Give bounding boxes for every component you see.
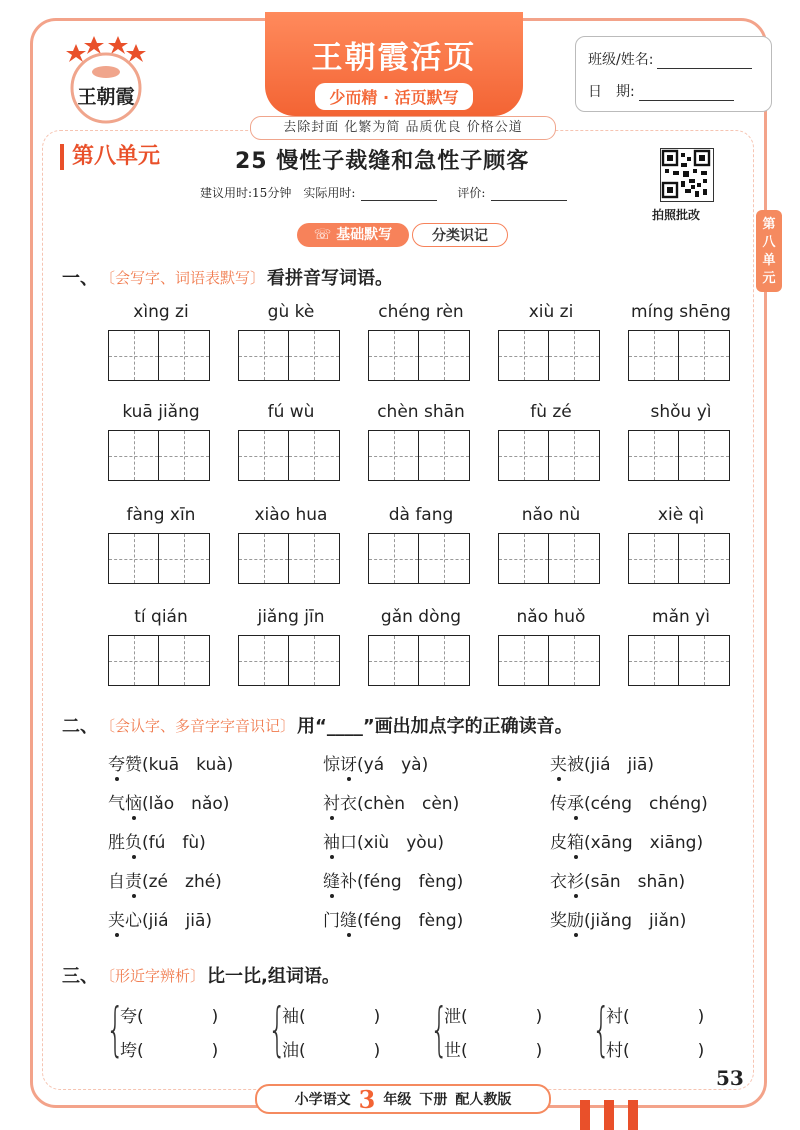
section3-instruction: 比一比,组词语。 (207, 966, 340, 987)
writing-boxes (368, 330, 474, 381)
reading-dotted-char: 箱 (567, 828, 584, 853)
pair-line[interactable] (606, 1002, 704, 1027)
answer-paren[interactable]: ( ) (299, 1041, 381, 1061)
actual-time-label: 实际用时: (303, 186, 356, 200)
section2-instruction: 用“____”画出加点字的正确读音。 (297, 716, 573, 737)
reading-char: 自 (108, 872, 125, 892)
pinyin-row (108, 503, 748, 593)
pinyin-item (368, 300, 474, 381)
reading-options: (zé zhé) (142, 872, 222, 892)
char-pair (268, 995, 408, 1066)
reading-options: (féng fèng) (357, 911, 464, 931)
pinyin-text: mǎn yì (652, 607, 710, 627)
pinyin-text: xiào hua (254, 505, 328, 525)
writing-boxes (238, 330, 344, 381)
char-pair (106, 995, 246, 1066)
pair-line[interactable] (444, 1002, 542, 1027)
pinyin-text: dà fang (388, 505, 454, 525)
section2-num: 二、 (62, 716, 98, 737)
writing-boxes (108, 330, 214, 381)
reading-dotted-char: 励 (567, 906, 584, 931)
pinyin-text: kuā jiǎng (122, 402, 200, 422)
tian-grid-box[interactable] (159, 635, 210, 686)
pill-basic-dictation (297, 223, 409, 247)
rating-label: 评价: (457, 186, 486, 200)
writing-boxes (238, 635, 344, 686)
reading-item[interactable] (550, 867, 685, 892)
tian-grid-box[interactable] (628, 430, 679, 481)
pinyin-text: gǎn dòng (380, 607, 462, 627)
bell-icon: ☏ (313, 227, 337, 243)
pinyin-item (238, 300, 344, 381)
pinyin-text: jiǎng jīn (257, 607, 325, 627)
reading-char: 胜 (108, 833, 125, 853)
brand-slogan: 去除封面 化繁为简 品质优良 价格公道 (250, 116, 556, 140)
pinyin-text: xiè qì (657, 505, 705, 525)
pinyin-text: nǎo nù (521, 505, 581, 525)
reading-dotted-char: 衬 (323, 789, 340, 814)
writing-boxes (498, 533, 604, 584)
tian-grid-box[interactable] (549, 533, 600, 584)
tian-grid-box[interactable] (498, 635, 549, 686)
tian-grid-box[interactable] (289, 330, 340, 381)
brand-name: 王朝霞活页 (311, 40, 477, 76)
reading-item[interactable] (323, 906, 463, 931)
answer-paren[interactable]: ( ) (623, 1041, 705, 1061)
tian-grid-box[interactable] (498, 533, 549, 584)
writing-boxes (238, 533, 344, 584)
pair-line[interactable] (282, 1036, 380, 1061)
reading-item[interactable] (550, 789, 708, 814)
reading-item[interactable] (108, 750, 233, 775)
pinyin-item (108, 605, 214, 686)
pinyin-row (108, 605, 748, 695)
writing-boxes (628, 430, 734, 481)
pair-char: 泄 (444, 1007, 461, 1027)
reading-options: 补(féng fèng) (340, 872, 464, 892)
reading-item[interactable] (323, 750, 428, 775)
section3-title (62, 962, 340, 988)
pinyin-item (108, 400, 214, 481)
reading-options: (céng chéng) (584, 794, 708, 814)
section2-tag: 〔会认字、多音字字音识记〕 (100, 716, 296, 735)
tian-grid-box[interactable] (108, 430, 159, 481)
tian-grid-box[interactable] (419, 430, 470, 481)
reading-dotted-char: 夹 (550, 750, 567, 775)
brace-icon: { (592, 995, 611, 1063)
pair-char: 衬 (606, 1007, 623, 1027)
reading-item[interactable] (323, 867, 463, 892)
reading-item[interactable] (550, 906, 686, 931)
pair-line[interactable] (120, 1002, 218, 1027)
tian-grid-box[interactable] (289, 430, 340, 481)
reading-item[interactable] (108, 906, 212, 931)
footer-term: 下册 (419, 1092, 448, 1108)
tian-grid-box[interactable] (238, 635, 289, 686)
tian-grid-box[interactable] (289, 635, 340, 686)
tian-grid-box[interactable] (368, 330, 419, 381)
footer-edition: 配人教版 (455, 1092, 512, 1108)
pinyin-item (628, 605, 734, 686)
qr-label: 拍照批改 (652, 208, 701, 222)
writing-boxes (498, 430, 604, 481)
tian-grid-box[interactable] (368, 430, 419, 481)
reading-options: 衣(chèn cèn) (340, 794, 460, 814)
reading-dotted-char: 责 (125, 867, 142, 892)
pinyin-item (238, 605, 344, 686)
pair-char: 夸 (120, 1007, 137, 1027)
footer-stripe (580, 1100, 590, 1130)
class-name-label: 班级/姓名: (588, 52, 654, 68)
tian-grid-box[interactable] (108, 635, 159, 686)
qr-code-icon[interactable] (660, 148, 714, 202)
tian-grid-box[interactable] (238, 533, 289, 584)
brand-banner (265, 12, 523, 116)
writing-boxes (628, 330, 734, 381)
tian-grid-box[interactable] (549, 430, 600, 481)
brace-icon: { (430, 995, 449, 1063)
reading-options: (xāng xiāng) (584, 833, 704, 853)
timing-row (200, 184, 567, 201)
pinyin-item (108, 503, 214, 584)
reading-dotted-char: 袖 (323, 828, 340, 853)
student-info-box (575, 36, 772, 112)
reading-char: 衣 (550, 872, 567, 892)
tian-grid-box[interactable] (549, 330, 600, 381)
actual-time-field[interactable] (361, 188, 437, 201)
pair-line[interactable] (444, 1036, 542, 1061)
reading-options: (sān shān) (584, 872, 686, 892)
rating-field[interactable] (491, 188, 567, 201)
writing-boxes (628, 635, 734, 686)
reading-options: 口(xiù yòu) (340, 833, 445, 853)
answer-paren[interactable]: ( ) (461, 1041, 543, 1061)
pair-line[interactable] (606, 1036, 704, 1061)
tian-grid-box[interactable] (498, 430, 549, 481)
answer-paren[interactable]: ( ) (461, 1007, 543, 1027)
tian-grid-box[interactable] (679, 635, 730, 686)
tian-grid-box[interactable] (108, 330, 159, 381)
pinyin-item (368, 605, 474, 686)
reading-char: 门 (323, 911, 340, 931)
pair-line[interactable] (120, 1036, 218, 1061)
footer-grade-num: 3 (358, 1084, 376, 1114)
pinyin-item (498, 400, 604, 481)
writing-boxes (498, 330, 604, 381)
side-tab-text: 第八单元 (762, 217, 776, 286)
tian-grid-box[interactable] (368, 533, 419, 584)
pinyin-item (498, 503, 604, 584)
tian-grid-box[interactable] (419, 533, 470, 584)
reading-char: 奖 (550, 911, 567, 931)
class-name-field[interactable] (657, 54, 752, 69)
brace-icon: { (268, 995, 287, 1063)
pair-char: 油 (282, 1041, 299, 1061)
pinyin-item (498, 605, 604, 686)
reading-item[interactable] (323, 789, 459, 814)
tian-grid-box[interactable] (549, 635, 600, 686)
footer-grade-word: 年级 (383, 1092, 412, 1108)
logo-text: 王朝霞 (77, 86, 135, 108)
pair-char: 垮 (120, 1041, 137, 1061)
tian-grid-box[interactable] (159, 330, 210, 381)
pinyin-item (368, 503, 474, 584)
reading-item[interactable] (550, 750, 654, 775)
pinyin-text: fù zé (530, 402, 572, 422)
writing-boxes (368, 430, 474, 481)
section1-tag: 〔会写字、词语表默写〕 (100, 268, 266, 287)
reading-dotted-char: 承 (567, 789, 584, 814)
brand-logo (56, 30, 156, 126)
char-pair (430, 995, 570, 1066)
writing-boxes (628, 533, 734, 584)
reading-options: 赞(kuā kuà) (125, 755, 234, 775)
tian-grid-box[interactable] (289, 533, 340, 584)
pinyin-item (108, 300, 214, 381)
tian-grid-box[interactable] (679, 533, 730, 584)
footer-badge (255, 1084, 551, 1114)
writing-boxes (108, 533, 214, 584)
reading-options: (yá yà) (357, 755, 429, 775)
pinyin-text: míng shēng (631, 302, 731, 322)
tian-grid-box[interactable] (238, 430, 289, 481)
reading-item[interactable] (108, 867, 222, 892)
tian-grid-box[interactable] (159, 430, 210, 481)
reading-dotted-char: 缝 (323, 867, 340, 892)
reading-dotted-char: 衫 (567, 867, 584, 892)
tian-grid-box[interactable] (498, 330, 549, 381)
section1-num: 一、 (62, 268, 98, 289)
date-label: 日 期: (588, 84, 635, 100)
pinyin-text: chéng rèn (378, 302, 464, 322)
reading-dotted-char: 夸 (108, 750, 125, 775)
pinyin-text: chèn shān (377, 402, 465, 422)
tian-grid-box[interactable] (159, 533, 210, 584)
pair-char: 世 (444, 1041, 461, 1061)
reading-dotted-char: 讶 (340, 750, 357, 775)
pinyin-row (108, 400, 748, 490)
reading-dotted-char: 缝 (340, 906, 357, 931)
reading-dotted-char: 夹 (108, 906, 125, 931)
reading-char: 气 (108, 794, 125, 814)
reading-options: (jiǎng jiǎn) (584, 911, 687, 931)
writing-boxes (368, 635, 474, 686)
writing-boxes (108, 635, 214, 686)
pinyin-item (628, 400, 734, 481)
suggested-time: 建议用时:15分钟 (200, 186, 292, 200)
reading-options: 心(jiá jiā) (125, 911, 212, 931)
pill-category: 分类识记 (412, 223, 508, 247)
tian-grid-box[interactable] (628, 533, 679, 584)
lesson-title: 25 慢性子裁缝和急性子顾客 (235, 149, 530, 174)
tian-grid-box[interactable] (628, 330, 679, 381)
reading-options: (fú fù) (142, 833, 206, 853)
pinyin-item (368, 400, 474, 481)
section3-tag: 〔形近字辨析〕 (100, 966, 206, 985)
section1-instruction: 看拼音写词语。 (267, 268, 394, 289)
page-number: 53 (716, 1066, 744, 1090)
pinyin-text: fàng xīn (126, 505, 196, 525)
reading-char: 惊 (323, 755, 340, 775)
footer-stripe (604, 1100, 614, 1130)
pair-char: 村 (606, 1041, 623, 1061)
answer-paren[interactable]: ( ) (299, 1007, 381, 1027)
answer-paren[interactable]: ( ) (137, 1041, 219, 1061)
pinyin-item (628, 300, 734, 381)
pinyin-text: xiù zi (528, 302, 574, 322)
tian-grid-box[interactable] (628, 635, 679, 686)
reading-item[interactable] (323, 828, 444, 853)
brace-icon: { (106, 995, 125, 1063)
section1-title (62, 264, 393, 290)
pinyin-text: nǎo huǒ (516, 607, 586, 627)
brand-tagline: 少而精 · 活页默写 (315, 83, 472, 110)
pinyin-row (108, 300, 748, 390)
writing-boxes (238, 430, 344, 481)
section2-title (62, 712, 573, 738)
reading-dotted-char: 恼 (125, 789, 142, 814)
pair-char: 袖 (282, 1007, 299, 1027)
side-unit-tab (756, 210, 782, 292)
reading-char: 皮 (550, 833, 567, 853)
footer-stripe (628, 1100, 638, 1130)
tian-grid-box[interactable] (419, 635, 470, 686)
char-pair (592, 995, 732, 1066)
reading-options: (lǎo nǎo) (142, 794, 230, 814)
pinyin-item (498, 300, 604, 381)
reading-item[interactable] (550, 828, 703, 853)
pinyin-text: shǒu yì (650, 402, 712, 422)
writing-boxes (108, 430, 214, 481)
reading-item[interactable] (108, 789, 229, 814)
section3-num: 三、 (62, 966, 98, 987)
reading-dotted-char: 负 (125, 828, 142, 853)
pinyin-item (238, 400, 344, 481)
writing-boxes (498, 635, 604, 686)
tian-grid-box[interactable] (679, 330, 730, 381)
unit-label: 第八单元 (60, 144, 160, 170)
pinyin-item (628, 503, 734, 584)
pill-basic-text: 基础默写 (336, 227, 393, 243)
tian-grid-box[interactable] (679, 430, 730, 481)
pinyin-text: fú wù (267, 402, 315, 422)
answer-paren[interactable]: ( ) (623, 1007, 705, 1027)
tian-grid-box[interactable] (419, 330, 470, 381)
reading-options: 被(jiá jiā) (567, 755, 654, 775)
tian-grid-box[interactable] (108, 533, 159, 584)
tian-grid-box[interactable] (368, 635, 419, 686)
reading-item[interactable] (108, 828, 206, 853)
answer-paren[interactable]: ( ) (137, 1007, 219, 1027)
pinyin-item (238, 503, 344, 584)
writing-boxes (368, 533, 474, 584)
date-field[interactable] (639, 86, 734, 101)
pinyin-text: xìng zi (133, 302, 189, 322)
pair-line[interactable] (282, 1002, 380, 1027)
tian-grid-box[interactable] (238, 330, 289, 381)
footer-subject: 小学语文 (294, 1092, 351, 1108)
pinyin-text: gù kè (267, 302, 315, 322)
pinyin-text: tí qián (134, 607, 188, 627)
reading-char: 传 (550, 794, 567, 814)
